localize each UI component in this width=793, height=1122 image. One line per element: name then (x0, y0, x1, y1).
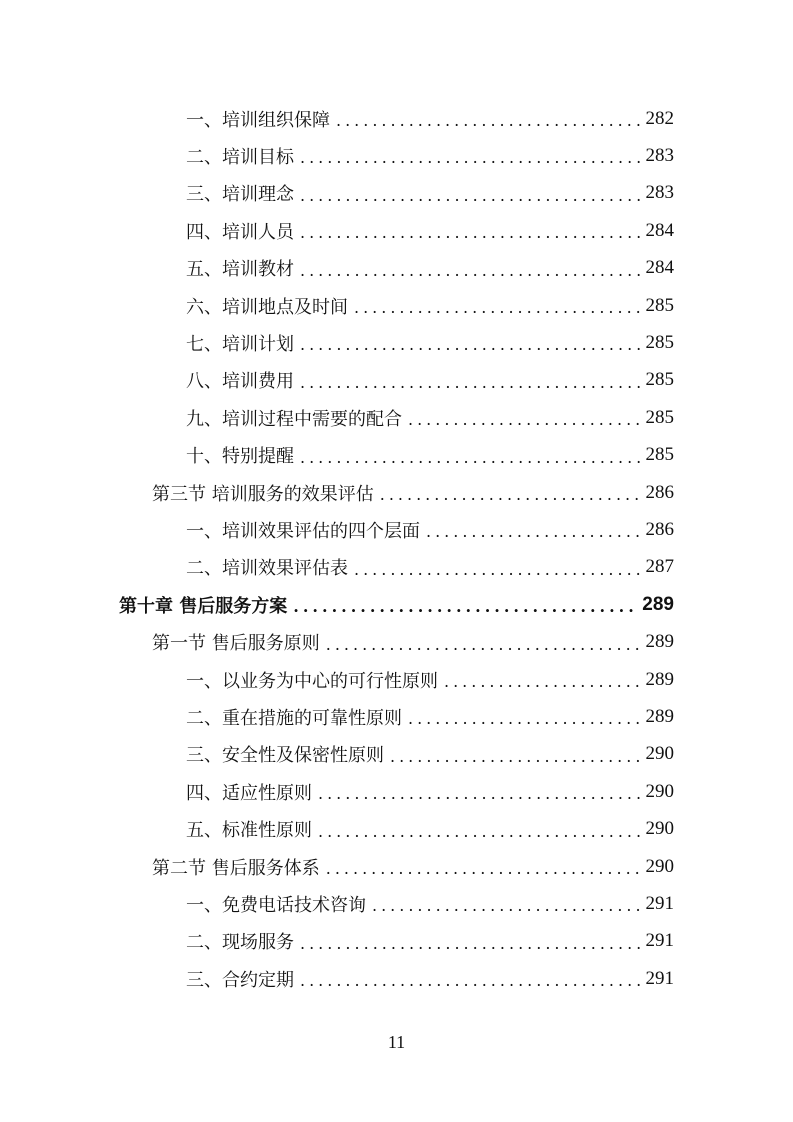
toc-section-entry[interactable] (152, 848, 674, 885)
toc-dot-leader (380, 485, 642, 504)
toc-entry-title: 八、培训费用 (186, 371, 294, 393)
toc-entry-title: 三、合约定期 (186, 969, 294, 991)
toc-dot-leader (293, 597, 638, 616)
toc-entry-page: 291 (645, 967, 674, 989)
toc-entry-page: 289 (645, 705, 674, 727)
toc-subsection-entry[interactable] (186, 698, 674, 735)
toc-entry-title: 二、培训目标 (186, 146, 294, 168)
toc-entry-title: 二、现场服务 (186, 932, 294, 954)
toc-chapter-entry[interactable] (119, 586, 674, 623)
toc-dot-leader (300, 223, 642, 242)
toc-subsection-entry[interactable] (186, 175, 674, 212)
toc-subsection-entry[interactable] (186, 212, 674, 249)
toc-subsection-entry[interactable] (186, 773, 674, 810)
toc-entry-title: 五、培训教材 (186, 259, 294, 281)
toc-entry-page: 285 (645, 369, 674, 391)
toc-entry-title: 一、以业务为中心的可行性原则 (186, 670, 438, 692)
toc-dot-leader (326, 635, 642, 654)
toc-entry-title: 十、特别提醒 (186, 446, 294, 468)
toc-section-entry[interactable] (152, 624, 674, 661)
toc-entry-page: 287 (645, 556, 674, 578)
toc-entry-page: 290 (645, 780, 674, 802)
toc-dot-leader (372, 896, 642, 915)
toc-dot-leader (354, 560, 642, 579)
toc-entry-title: 一、培训组织保障 (186, 109, 330, 131)
toc-entry-title: 一、免费电话技术咨询 (186, 894, 366, 916)
page-number: 11 (387, 1032, 406, 1052)
toc-subsection-entry[interactable] (186, 100, 674, 137)
toc-entry-title: 二、培训效果评估表 (186, 558, 348, 580)
toc-subsection-entry[interactable] (186, 885, 674, 922)
toc-subsection-entry[interactable] (186, 811, 674, 848)
toc-dot-leader (390, 747, 642, 766)
toc-dot-leader (426, 522, 642, 541)
toc-subsection-entry[interactable] (186, 250, 674, 287)
toc-entry-page: 290 (645, 818, 674, 840)
toc-dot-leader (408, 410, 642, 429)
toc-dot-leader (300, 373, 642, 392)
toc-entry-page: 285 (645, 444, 674, 466)
toc-dot-leader (300, 148, 642, 167)
toc-entry-title: 九、培训过程中需要的配合 (186, 408, 402, 430)
toc-entry-page: 283 (645, 182, 674, 204)
toc-entry-title: 二、重在措施的可靠性原则 (186, 707, 402, 729)
toc-entry-page: 289 (645, 631, 674, 653)
toc-dot-leader (408, 709, 642, 728)
toc-entry-title: 七、培训计划 (186, 333, 294, 355)
toc-dot-leader (300, 335, 642, 354)
toc-entry-page: 285 (645, 294, 674, 316)
toc-entry-page: 290 (645, 743, 674, 765)
toc-section-entry[interactable] (152, 474, 674, 511)
toc-subsection-entry[interactable] (186, 549, 674, 586)
toc-subsection-entry[interactable] (186, 736, 674, 773)
toc-dot-leader (336, 111, 642, 130)
toc-dot-leader (318, 784, 642, 803)
toc-subsection-entry[interactable] (186, 324, 674, 361)
toc-entry-page: 286 (645, 518, 674, 540)
toc-entry-title: 三、培训理念 (186, 184, 294, 206)
toc-entry-title: 一、培训效果评估的四个层面 (186, 520, 420, 542)
toc-dot-leader (300, 934, 642, 953)
toc-entry-page: 285 (645, 406, 674, 428)
toc-entry-title: 四、适应性原则 (186, 782, 312, 804)
toc-subsection-entry[interactable] (186, 511, 674, 548)
toc-entry-page: 289 (642, 593, 674, 615)
toc-entry-page: 290 (645, 855, 674, 877)
toc-subsection-entry[interactable] (186, 923, 674, 960)
toc-entry-title: 五、标准性原则 (186, 820, 312, 842)
toc-entry-title: 六、培训地点及时间 (186, 296, 348, 318)
toc-subsection-entry[interactable] (186, 137, 674, 174)
toc-entry-page: 284 (645, 257, 674, 279)
toc-entry-page: 283 (645, 144, 674, 166)
toc-entry-page: 285 (645, 331, 674, 353)
toc-subsection-entry[interactable] (186, 287, 674, 324)
toc-dot-leader (326, 859, 642, 878)
toc-dot-leader (300, 971, 642, 990)
toc-entry-page: 284 (645, 219, 674, 241)
toc-subsection-entry[interactable] (186, 437, 674, 474)
toc-entry-page: 289 (645, 668, 674, 690)
toc-subsection-entry[interactable] (186, 661, 674, 698)
toc-entry-page: 291 (645, 892, 674, 914)
toc-subsection-entry[interactable] (186, 399, 674, 436)
toc-entry-title: 第三节 培训服务的效果评估 (152, 483, 374, 505)
toc-entry-page: 286 (645, 481, 674, 503)
toc-dot-leader (444, 672, 642, 691)
toc-entry-title: 四、培训人员 (186, 221, 294, 243)
toc-dot-leader (300, 448, 642, 467)
toc-entry-page: 282 (645, 107, 674, 129)
toc-subsection-entry[interactable] (186, 960, 674, 997)
toc-entry-page: 291 (645, 930, 674, 952)
toc-dot-leader (300, 261, 642, 280)
toc-entry-title: 三、安全性及保密性原则 (186, 745, 384, 767)
toc-dot-leader (318, 822, 642, 841)
toc-subsection-entry[interactable] (186, 362, 674, 399)
toc-entry-title: 第十章 售后服务方案 (119, 595, 288, 617)
toc-entry-title: 第一节 售后服务原则 (152, 633, 320, 655)
toc-dot-leader (354, 298, 642, 317)
toc-dot-leader (300, 186, 642, 205)
toc-entry-title: 第二节 售后服务体系 (152, 857, 320, 879)
